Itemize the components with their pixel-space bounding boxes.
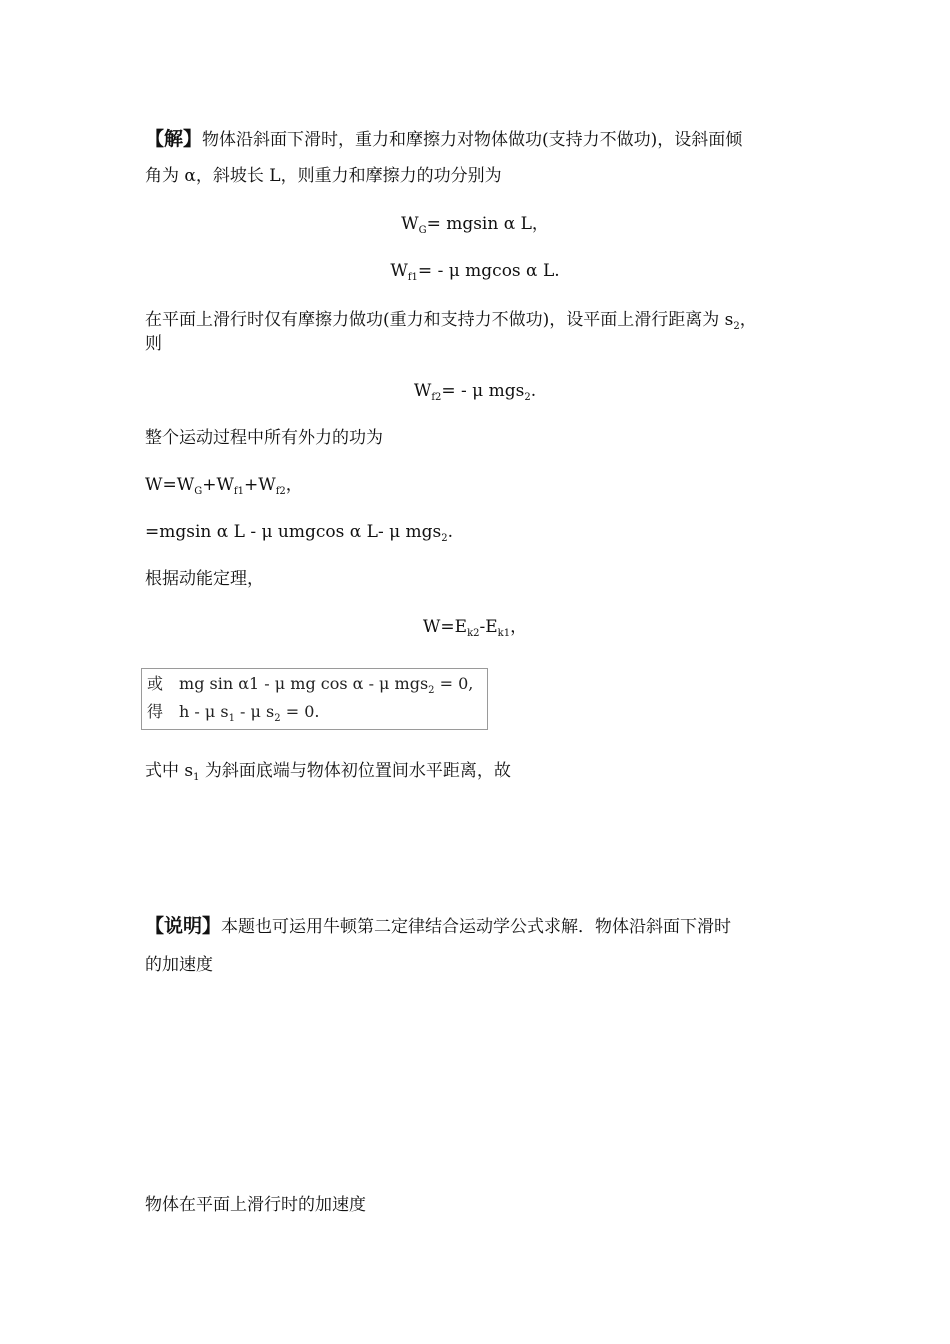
note-label: 【说明】 xyxy=(145,915,222,937)
equation-wf2: $W_{f2}= - \mu$ mgs$_2$. xyxy=(413,381,537,403)
solution-text-1: 物体沿斜面下滑时，重力和摩擦力对物体做功(支持力不做功)，设斜面倾 xyxy=(202,130,743,150)
plane-line-1: 在平面上滑行时仅有摩擦力做功(重力和支持力不做功)，设平面上滑行距离为 $s_2$， xyxy=(145,310,757,332)
note-text-1: 本题也可运用牛顿第二定律结合运动学公式求解．物体沿斜面下滑时 xyxy=(221,917,732,937)
plane-accel-text: 物体在平面上滑行时的加速度 xyxy=(145,1195,366,1215)
note-line-1 xyxy=(145,915,731,938)
theorem-text: 根据动能定理， xyxy=(145,569,264,589)
equation-expand: =mgsin α L - μ umgcos α L- μ mgs$_2$. xyxy=(145,522,454,544)
solution-line-1 xyxy=(145,128,742,151)
equation-wg: $W_G= mgsin$ α L， xyxy=(401,214,549,236)
total-work-text: 整个运动过程中所有外力的功为 xyxy=(145,428,383,448)
equation-wf1: $W_{f1}= - \mu$ mgcos α L. xyxy=(390,261,560,283)
note-line-2: 的加速度 xyxy=(145,955,213,975)
where-text: 式中 $s_1$ 为斜面底端与物体初位置间水平距离，故 xyxy=(145,761,511,783)
solution-line-2: 角为 α，斜坡长 L，则重力和摩擦力的功分别为 xyxy=(145,166,502,186)
plane-line-2: 则 xyxy=(145,334,162,354)
solution-label: 【解】 xyxy=(145,128,203,150)
formula-row-1: 或 mg sin α1 - μ mg cos α - μ mgs$_2$ = 0, xyxy=(147,674,474,696)
equation-ek: $W=E_{k2}-E_{k1}$， xyxy=(422,617,528,639)
formula-image xyxy=(141,668,488,730)
equation-w-sum: $W=W_G+W_{f1}+W_{f2}$， xyxy=(145,475,303,497)
formula-row-2: 得 h - μ $s_1$ - μ $s_2 = 0$. xyxy=(147,702,320,724)
